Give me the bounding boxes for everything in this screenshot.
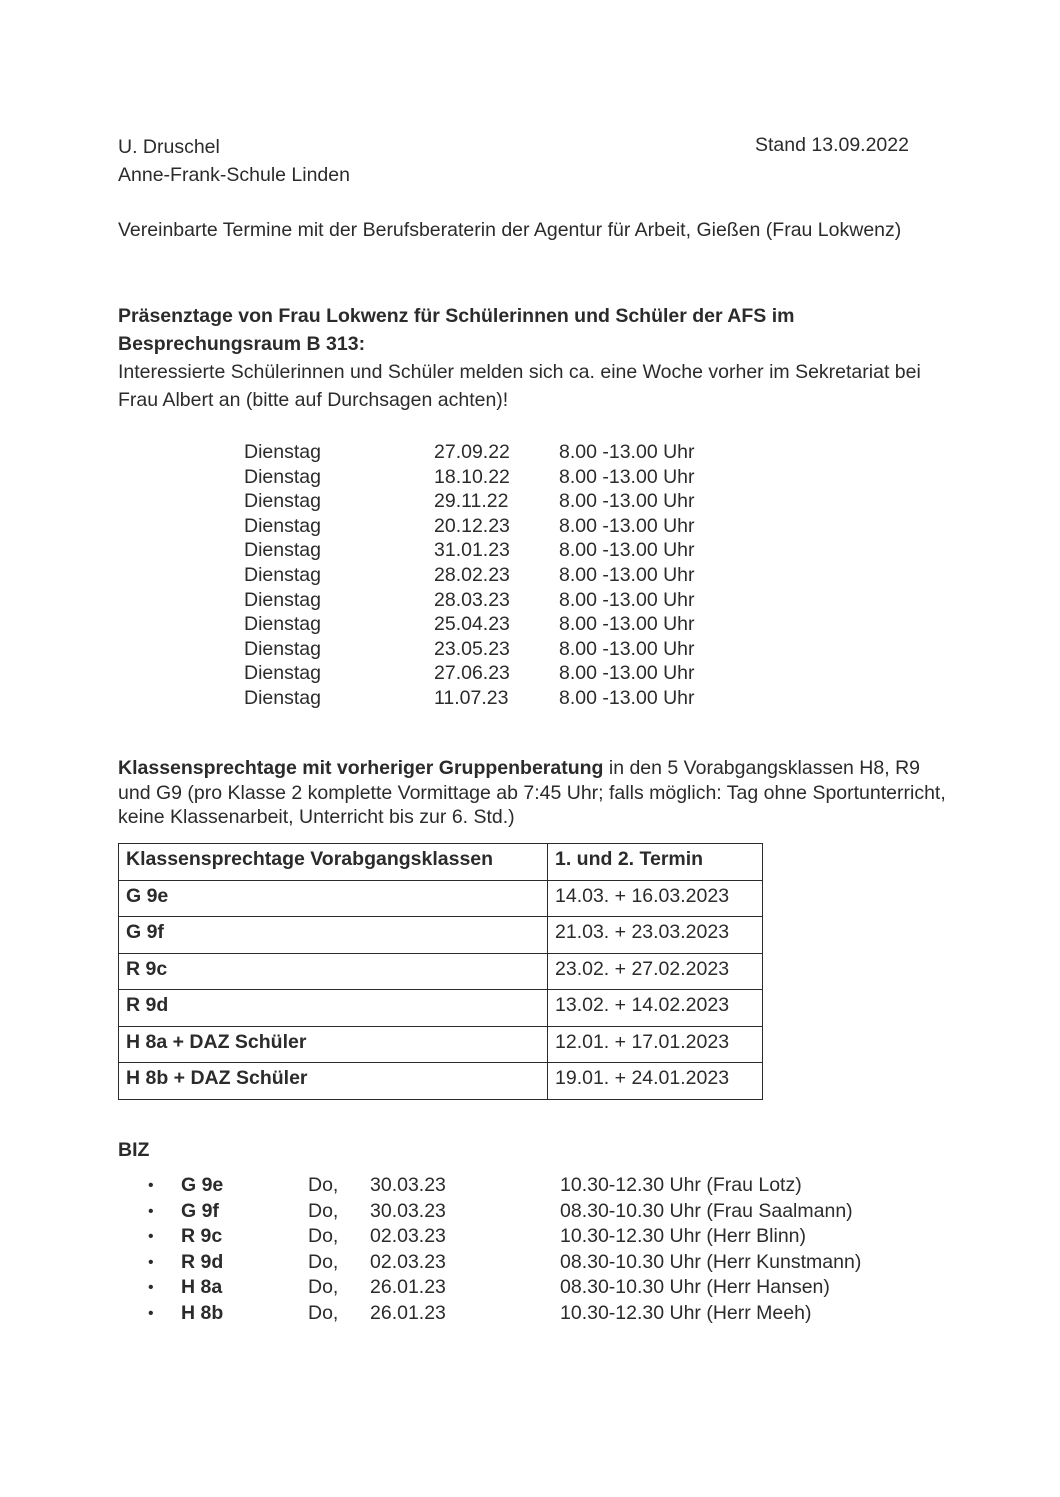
biz-klasse: H 8a — [181, 1276, 223, 1299]
biz-day: Do, — [308, 1301, 339, 1324]
sender-block — [118, 133, 350, 189]
date-value: 18.10.22 — [434, 465, 510, 488]
list-item — [244, 661, 764, 686]
biz-date: 02.03.23 — [370, 1225, 446, 1248]
date-day: Dienstag — [244, 686, 321, 709]
biz-day: Do, — [308, 1225, 339, 1248]
date-time: 8.00 -13.00 Uhr — [559, 637, 695, 660]
biz-day: Do, — [308, 1199, 339, 1222]
biz-date: 30.03.23 — [370, 1174, 446, 1196]
list-item — [244, 538, 764, 563]
biz-klasse: R 9c — [181, 1225, 223, 1248]
date-time: 8.00 -13.00 Uhr — [559, 441, 695, 463]
table-cell-termin: 13.02. + 14.02.2023 — [548, 990, 763, 1027]
table-row — [119, 880, 763, 917]
table-cell-termin: 21.03. + 23.03.2023 — [548, 917, 763, 954]
biz-klasse: G 9f — [181, 1199, 219, 1222]
klassen-table — [118, 843, 763, 1100]
date-value: 25.04.23 — [434, 613, 510, 636]
date-day: Dienstag — [244, 490, 321, 513]
date-value: 28.03.23 — [434, 588, 510, 611]
date-day: Dienstag — [244, 662, 321, 685]
table-cell-termin: 14.03. + 16.03.2023 — [548, 880, 763, 917]
biz-title: BIZ — [118, 1139, 150, 1161]
table-row — [119, 1063, 763, 1100]
sender-school: Anne-Frank-Schule Linden — [118, 164, 350, 186]
date-value: 27.06.23 — [434, 662, 510, 685]
date-value: 28.02.23 — [434, 563, 510, 586]
date-value: 31.01.23 — [434, 539, 510, 562]
date-time: 8.00 -13.00 Uhr — [559, 514, 695, 537]
list-item — [244, 514, 764, 539]
biz-time: 10.30-12.30 Uhr (Herr Blinn) — [560, 1225, 807, 1248]
presence-text: Interessierte Schülerinnen und Schüler melden sich ca. eine Woche vorher im Sekretariat bei Frau Albert an (bitte auf Durchsagen achten)! — [118, 361, 921, 411]
presence-section — [118, 302, 928, 414]
bullet-icon: • — [148, 1253, 154, 1271]
biz-date: 02.03.23 — [370, 1250, 446, 1273]
bullet-icon: • — [148, 1177, 154, 1194]
table-cell-klasse: R 9c — [119, 953, 548, 990]
biz-date: 26.01.23 — [370, 1301, 446, 1324]
date-day: Dienstag — [244, 539, 321, 562]
date-time: 8.00 -13.00 Uhr — [559, 686, 695, 709]
date-day: Dienstag — [244, 588, 321, 611]
table-cell-klasse: G 9f — [119, 917, 548, 954]
biz-time: 08.30-10.30 Uhr (Herr Kunstmann) — [560, 1250, 862, 1273]
klassen-section-intro — [118, 756, 948, 830]
biz-time: 08.30-10.30 Uhr (Frau Saalmann) — [560, 1199, 853, 1222]
sender-name: U. Druschel — [118, 136, 220, 158]
bullet-icon: • — [148, 1279, 154, 1297]
date-day: Dienstag — [244, 563, 321, 586]
biz-klasse: H 8b — [181, 1301, 224, 1324]
list-item — [244, 465, 764, 490]
table-cell-klasse: H 8b + DAZ Schüler — [119, 1063, 548, 1100]
list-item — [148, 1250, 908, 1276]
biz-time: 08.30-10.30 Uhr (Herr Hansen) — [560, 1276, 830, 1299]
biz-klasse: R 9d — [181, 1250, 224, 1273]
date-day: Dienstag — [244, 514, 321, 537]
date-time: 8.00 -13.00 Uhr — [559, 465, 695, 488]
date-value: 29.11.22 — [434, 490, 509, 513]
date-value: 20.12.23 — [434, 514, 510, 537]
table-row — [119, 990, 763, 1027]
list-item — [148, 1224, 908, 1250]
table-row — [119, 917, 763, 954]
bullet-icon: • — [148, 1228, 154, 1246]
table-cell-klasse: G 9e — [119, 880, 548, 917]
biz-time: 10.30-12.30 Uhr (Frau Lotz) — [560, 1174, 802, 1196]
table-header-row — [119, 844, 763, 881]
table-cell-termin: 23.02. + 27.02.2023 — [548, 953, 763, 990]
table-header-termin: 1. und 2. Termin — [548, 844, 763, 881]
list-item — [244, 588, 764, 613]
date-day: Dienstag — [244, 613, 321, 636]
list-item — [244, 563, 764, 588]
list-item — [148, 1275, 908, 1301]
table-row — [119, 953, 763, 990]
klassen-description: in den 5 Vorabgangsklassen H8, R9 und G9 (pro Klasse 2 komplette Vormittage ab 7:45 Uhr; falls möglich: Tag ohne Sportunterricht, keine Klassenarbeit, Unterricht bis zur 6. Std.) — [118, 757, 946, 828]
table-cell-klasse: R 9d — [119, 990, 548, 1027]
intro-text: Vereinbarte Termine mit der Berufsberaterin der Agentur für Arbeit, Gießen (Frau Lokwenz) — [118, 219, 902, 241]
biz-klasse: G 9e — [181, 1174, 224, 1196]
date-time: 8.00 -13.00 Uhr — [559, 662, 695, 685]
table-cell-klasse: H 8a + DAZ Schüler — [119, 1026, 548, 1063]
list-item — [148, 1173, 908, 1199]
biz-date: 26.01.23 — [370, 1276, 446, 1299]
date-value: 23.05.23 — [434, 637, 510, 660]
biz-day: Do, — [308, 1174, 339, 1196]
date-time: 8.00 -13.00 Uhr — [559, 563, 695, 586]
document-date: Stand 13.09.2022 — [755, 134, 909, 156]
date-time: 8.00 -13.00 Uhr — [559, 588, 695, 611]
biz-day: Do, — [308, 1250, 339, 1273]
biz-time: 10.30-12.30 Uhr (Herr Meeh) — [560, 1301, 812, 1324]
date-time: 8.00 -13.00 Uhr — [559, 613, 695, 636]
date-time: 8.00 -13.00 Uhr — [559, 539, 695, 562]
list-item — [244, 612, 764, 637]
biz-day: Do, — [308, 1276, 339, 1299]
list-item — [244, 489, 764, 514]
date-time: 8.00 -13.00 Uhr — [559, 490, 695, 513]
date-day: Dienstag — [244, 441, 321, 463]
list-item — [244, 637, 764, 662]
date-value: 27.09.22 — [434, 441, 510, 463]
biz-list — [148, 1173, 908, 1327]
list-item — [148, 1199, 908, 1225]
list-item — [244, 686, 764, 711]
table-row — [119, 1026, 763, 1063]
bullet-icon: • — [148, 1304, 154, 1322]
bullet-icon: • — [148, 1202, 154, 1220]
table-cell-termin: 12.01. + 17.01.2023 — [548, 1026, 763, 1063]
date-value: 11.07.23 — [434, 686, 509, 709]
list-item — [148, 1301, 908, 1327]
date-day: Dienstag — [244, 637, 321, 660]
klassen-heading: Klassensprechtage mit vorheriger Gruppenberatung — [118, 757, 604, 779]
biz-date: 30.03.23 — [370, 1199, 446, 1222]
list-item — [244, 440, 764, 465]
presence-heading: Präsenztage von Frau Lokwenz für Schülerinnen und Schüler der AFS im Besprechungsraum B 313: — [118, 305, 795, 355]
date-day: Dienstag — [244, 465, 321, 488]
presence-dates-list — [244, 440, 764, 711]
table-header-klasse: Klassensprechtage Vorabgangsklassen — [119, 844, 548, 881]
table-cell-termin: 19.01. + 24.01.2023 — [548, 1063, 763, 1100]
